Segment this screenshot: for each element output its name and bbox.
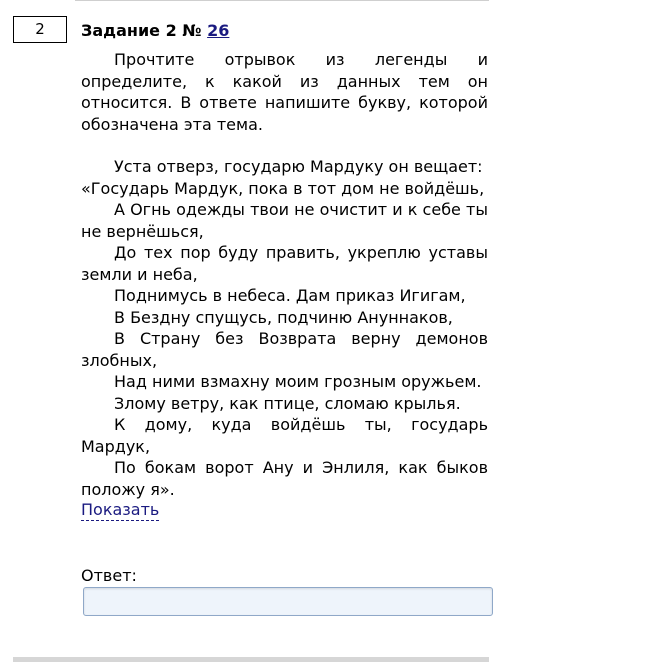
- task-instruction: Прочтите отрывок из легенды и определите, к какой из данных тем он относится. В ответе напишите букву, которой обозначена эта тема.: [81, 50, 488, 134]
- task-number-box: 2: [13, 16, 67, 43]
- task-content: [81, 19, 488, 500]
- legend-line-7: В Страну без Возврата верну демонов злобных,: [81, 329, 488, 370]
- top-divider: [75, 0, 489, 1]
- task-id-link[interactable]: 26: [207, 21, 230, 40]
- legend-line-5: Поднимусь в небеса. Дам приказ Игигам,: [114, 286, 466, 305]
- legend-line-10: К дому, куда войдёшь ты, государь Мардук,: [81, 415, 488, 456]
- answer-input[interactable]: [83, 587, 493, 616]
- legend-line-8: Над ними взмахну моим грозным оружьем.: [114, 372, 482, 391]
- legend-line-3: А Огнь одежды твои не очистит и к себе ты не вернёшься,: [81, 200, 488, 241]
- legend-line-4: До тех пор буду править, укреплю уставы земли и неба,: [81, 243, 488, 284]
- bottom-divider: [13, 657, 489, 662]
- legend-line-1: Уста отверз, государю Мардуку он вещает:: [114, 157, 483, 176]
- paragraph-gap: [81, 135, 488, 156]
- task-title: [81, 19, 488, 43]
- legend-line-6: В Бездну спущусь, подчиню Ануннаков,: [114, 307, 453, 327]
- legend-line-9: Злому ветру, как птице, сломаю крылья.: [114, 393, 461, 413]
- answer-label: Ответ:: [81, 566, 137, 585]
- task-title-prefix: Задание 2 №: [81, 21, 202, 40]
- legend-line-11: По бокам ворот Ану и Энлиля, как быков положу я».: [81, 458, 488, 499]
- show-answer-link[interactable]: Показать: [81, 500, 160, 519]
- legend-line-2: «Государь Мардук, пока в тот дом не войдёшь,: [81, 178, 485, 198]
